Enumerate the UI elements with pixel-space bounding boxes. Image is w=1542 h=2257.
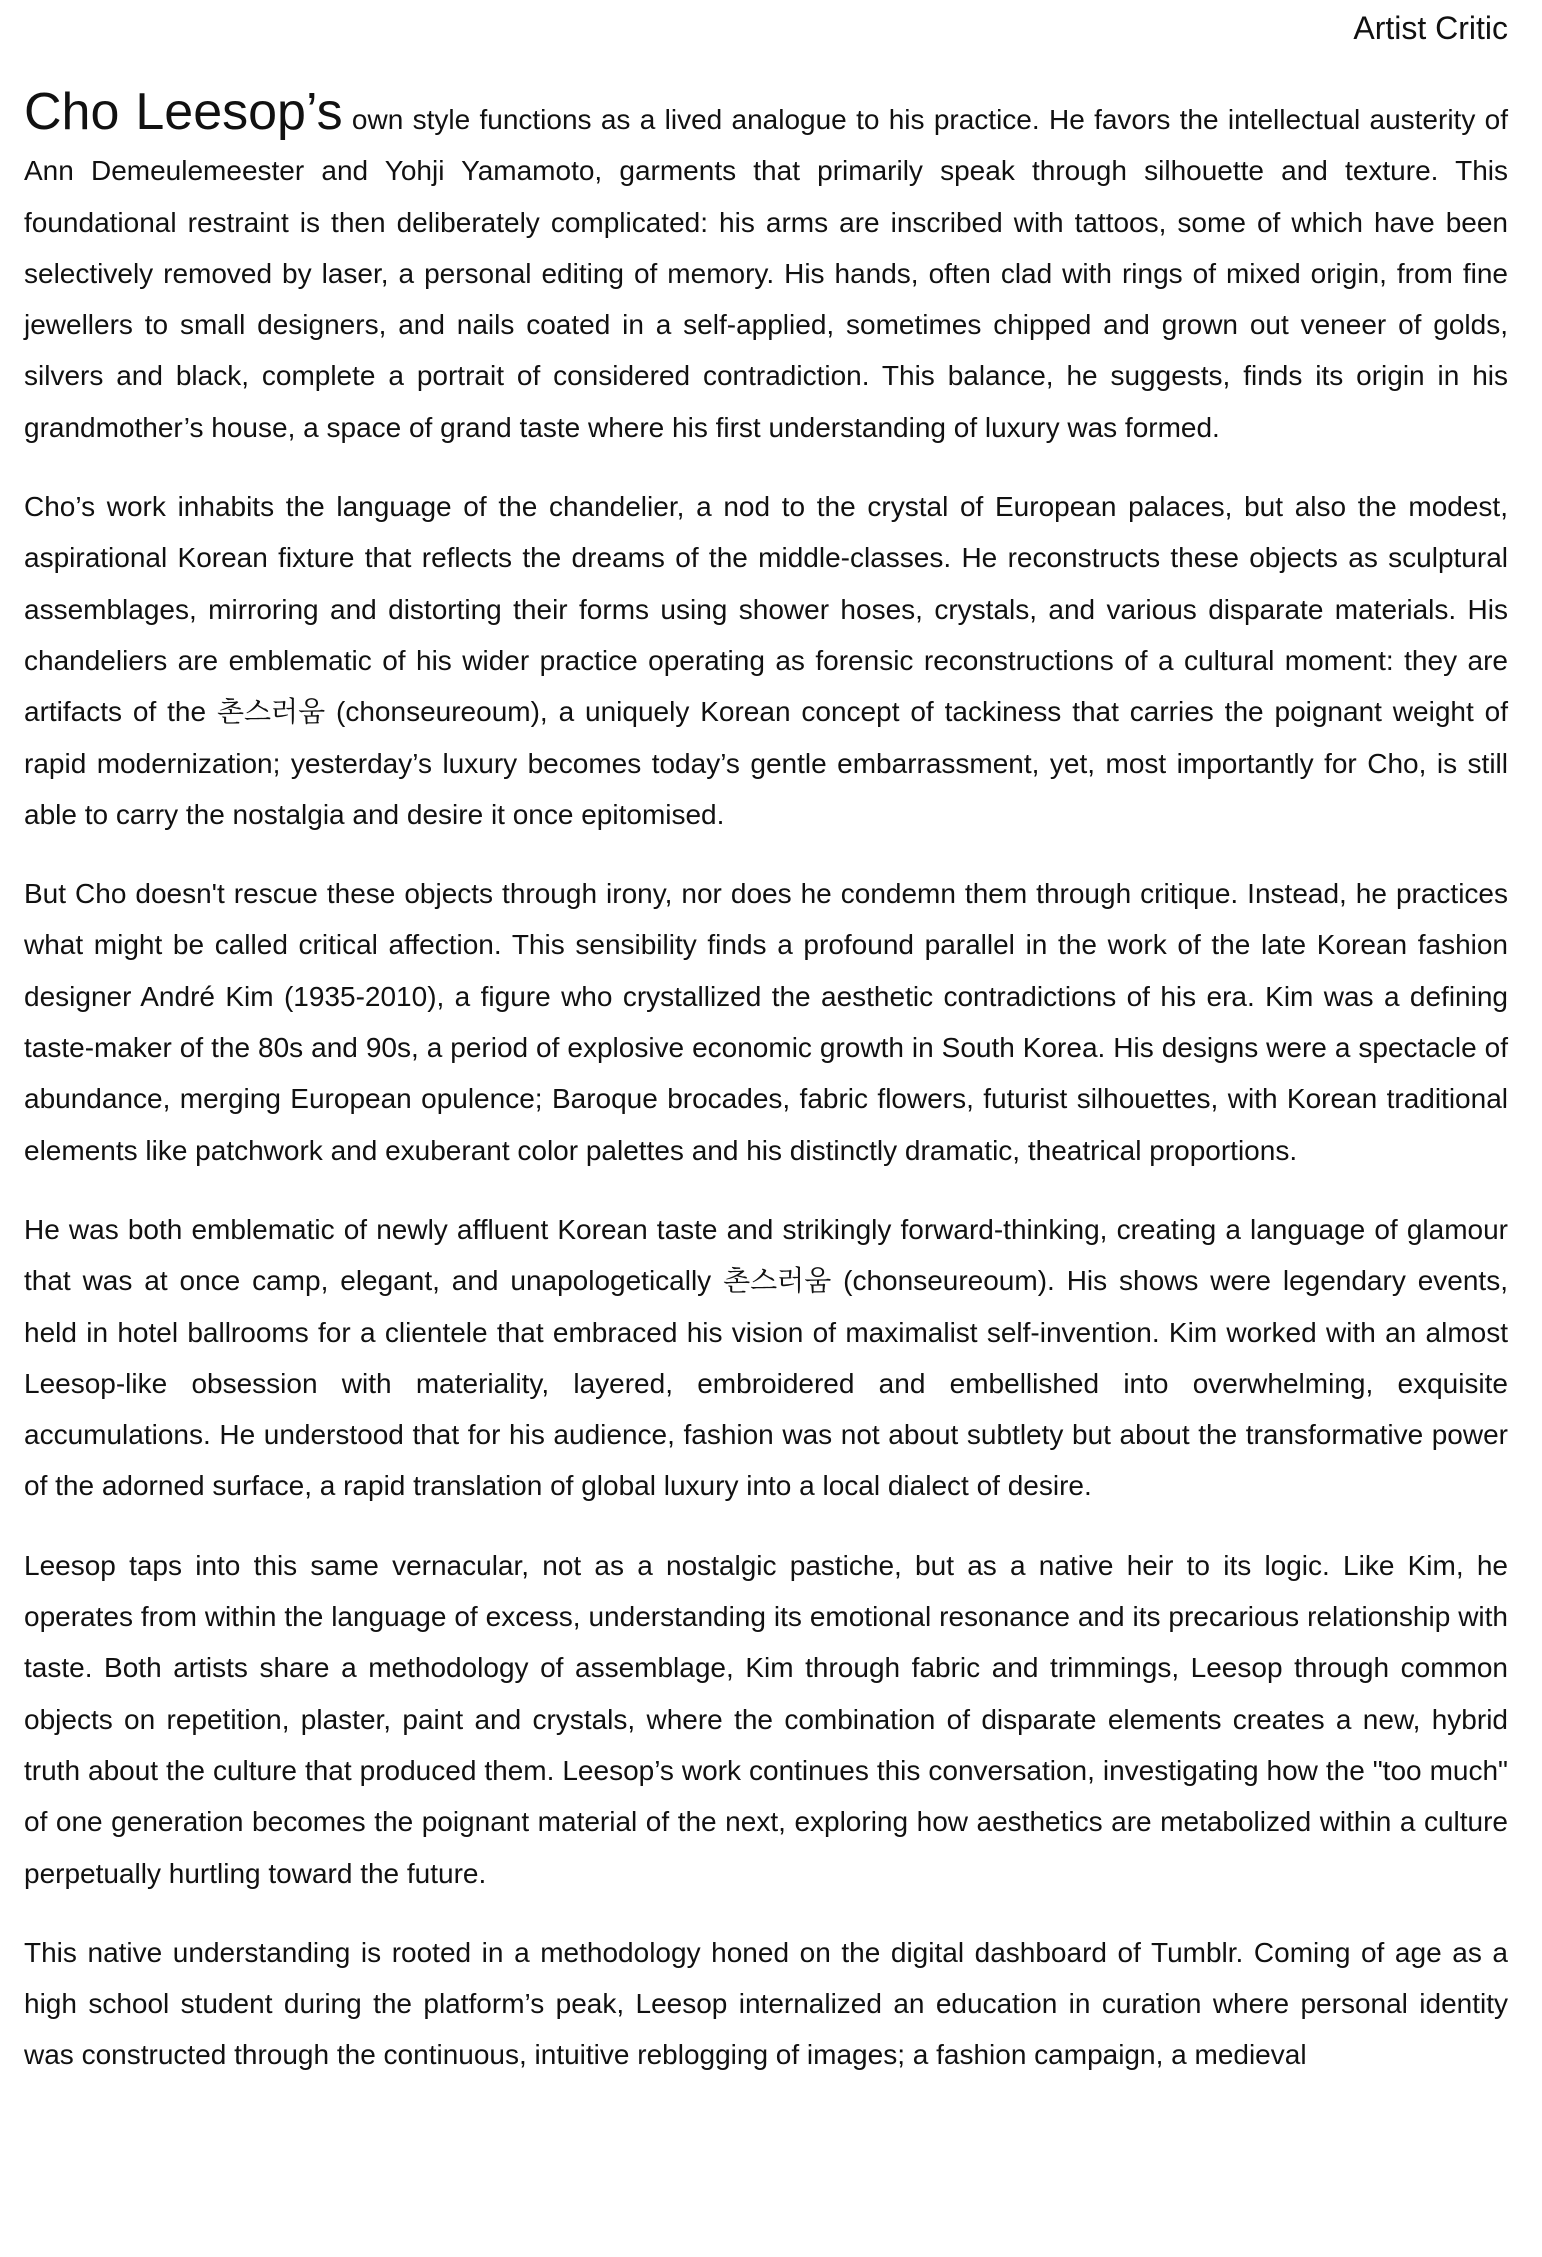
site-title: Artist Critic: [1353, 10, 1508, 46]
lead-name: Cho Leesop’s: [24, 83, 343, 141]
paragraph-6: This native understanding is rooted in a methodology honed on the digital dashboard of Tumblr. Coming of age as a high school student during the platform’s peak, Leesop internalized an education in curation where personal identity was constructed through the continuous, intuitive reblogging of images; a fashion campaign, a medieval: [24, 1936, 1508, 2071]
paragraph-4: He was both emblematic of newly affluent Korean taste and strikingly forward-thinking, creating a language of glamour that was at once camp, elegant, and unapologetically 촌스러움 (chonseureoum). His shows were legendary events, held in hotel ballrooms for a clientele that embraced his vision of maximalist self-invention. Kim worked with an almost Leesop-like obsession with materiality, layered, embroidered and embellished into overwhelming, exquisite accumulations. He understood that for his audience, fashion was not about subtlety but about the transformative power of the adorned surface, a rapid translation of global luxury into a local dialect of desire.: [24, 1213, 1508, 1502]
article-body: [24, 83, 1508, 2109]
paragraph-1-text: own style functions as a lived analogue to his practice. He favors the intellectual austerity of Ann Demeulemeester and Yohji Yamamoto, garments that primarily speak through silhouette and texture. This foundational restraint is then deliberately complicated: his arms are inscribed with tattoos, some of which have been selectively removed by laser, a personal editing of memory. His hands, often clad with rings of mixed origin, from fine jewellers to small designers, and nails coated in a self-applied, sometimes chipped and grown out veneer of golds, silvers and black, complete a portrait of considered contradiction. This balance, he suggests, finds its origin in his grandmother’s house, a space of grand taste where his first understanding of luxury was formed.: [24, 104, 1508, 443]
paragraph-3: But Cho doesn't rescue these objects through irony, nor does he condemn them through critique. Instead, he practices what might be called critical affection. This sensibility finds a profound parallel in the work of the late Korean fashion designer André Kim (1935-2010), a figure who crystallized the aesthetic contradictions of his era. Kim was a defining taste-maker of the 80s and 90s, a period of explosive economic growth in South Korea. His designs were a spectacle of abundance, merging European opulence; Baroque brocades, fabric flowers, futurist silhouettes, with Korean traditional elements like patchwork and exuberant color palettes and his distinctly dramatic, theatrical proportions.: [24, 878, 1508, 1166]
paragraph-5: Leesop taps into this same vernacular, not as a nostalgic pastiche, but as a native heir to its logic. Like Kim, he operates from within the language of excess, understanding its emotional resonance and its precarious relationship with taste. Both artists share a methodology of assemblage, Kim through fabric and trimmings, Leesop through common objects on repetition, plaster, paint and crystals, where the combination of disparate elements creates a new, hybrid truth about the culture that produced them. Leesop’s work continues this conversation, investigating how the "too much" of one generation becomes the poignant material of the next, exploring how aesthetics are metabolized within a culture perpetually hurtling toward the future.: [24, 1549, 1508, 1889]
paragraph-1: [24, 83, 1508, 453]
paragraph-2: Cho’s work inhabits the language of the chandelier, a nod to the crystal of European palaces, but also the modest, aspirational Korean fixture that reflects the dreams of the middle-classes. He reconstructs these objects as sculptural assemblages, mirroring and distorting their forms using shower hoses, crystals, and various disparate materials. His chandeliers are emblematic of his wider practice operating as forensic reconstructions of a cultural moment: they are artifacts of the 촌스러움 (chonseureoum), a uniquely Korean concept of tackiness that carries the poignant weight of rapid modernization; yesterday’s luxury becomes today’s gentle embarrassment, yet, most importantly for Cho, is still able to carry the nostalgia and desire it once epitomised.: [24, 491, 1508, 830]
